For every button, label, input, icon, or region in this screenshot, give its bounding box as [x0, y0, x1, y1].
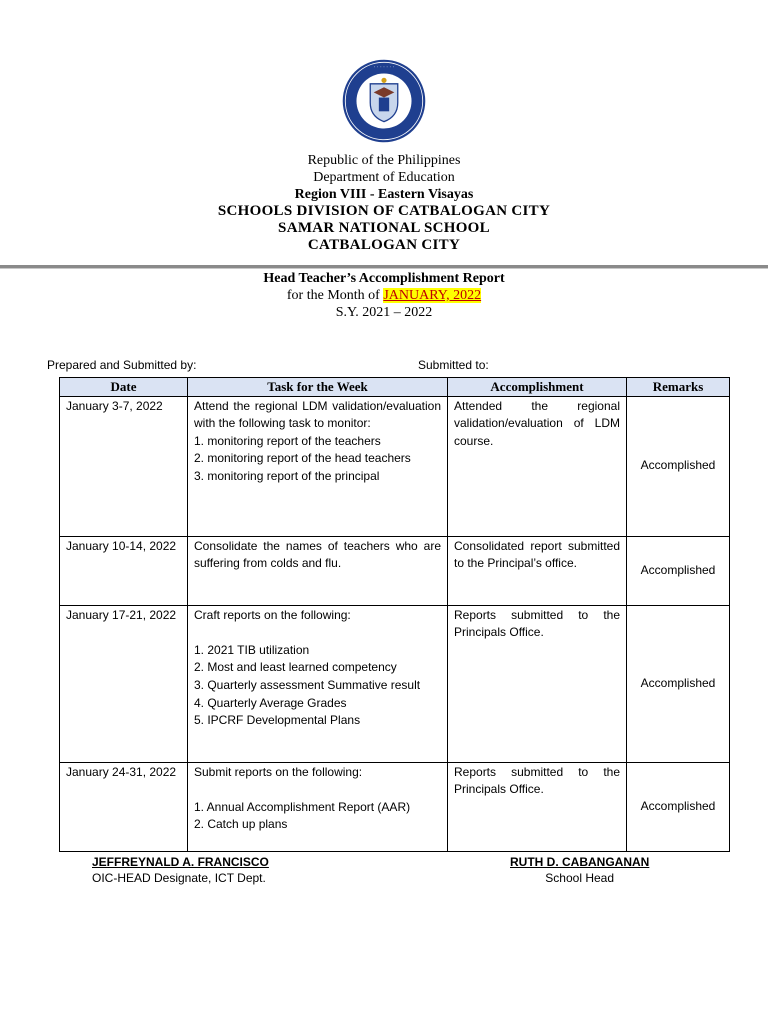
date-cell: January 3-7, 2022 — [60, 396, 188, 536]
table-row — [60, 762, 730, 851]
month-prefix: for the Month of — [286, 288, 384, 303]
accomplishment-cell: Reports submitted to the Principals Office. — [448, 605, 627, 762]
accomplishment-table — [59, 377, 730, 852]
signatory-left-role: OIC-HEAD Designate, ICT Dept. — [92, 871, 266, 885]
task-line: 2. Catch up plans — [194, 817, 288, 832]
task-cell — [188, 536, 448, 605]
task-line: 3. Quarterly assessment Summative result — [194, 677, 421, 692]
signatory-left-name: JEFFREYNALD A. FRANCISCO — [92, 855, 269, 869]
accomplishment-cell: Consolidated report submitted to the Principal’s office. — [448, 536, 627, 605]
column-header-date: Date — [60, 378, 188, 397]
column-header-remarks: Remarks — [627, 378, 730, 397]
republic-line: Republic of the Philippines — [307, 153, 461, 168]
task-line: Consolidate the names of teachers who are suffering from colds and flu. — [194, 538, 441, 571]
remarks-cell: Accomplished — [627, 536, 730, 605]
task-cell — [188, 605, 448, 762]
remarks-cell: Accomplished — [627, 762, 730, 851]
school-year: S.Y. 2021 – 2022 — [335, 305, 433, 320]
remarks-cell: Accomplished — [627, 605, 730, 762]
date-cell: January 10-14, 2022 — [60, 536, 188, 605]
letterhead — [0, 152, 768, 254]
task-line: 3. monitoring report of the principal — [194, 468, 380, 483]
table-header-row — [60, 378, 730, 397]
division-line: SCHOOLS DIVISION OF CATBALOGAN CITY — [217, 203, 551, 219]
table-row — [60, 396, 730, 536]
submitted-to-label: Submitted to: — [418, 358, 489, 372]
column-header-task: Task for the Week — [188, 378, 448, 397]
task-line: 1. monitoring report of the teachers — [194, 433, 381, 448]
task-line: 5. IPCRF Developmental Plans — [194, 713, 361, 728]
signatory-right-name: RUTH D. CABANGANAN — [510, 855, 650, 869]
report-title: Head Teacher’s Accomplishment Report — [263, 271, 505, 286]
blank-line — [194, 624, 441, 642]
task-line: 1. Annual Accomplishment Report (AAR) — [194, 799, 411, 814]
header-divider — [0, 265, 768, 269]
column-header-accomplishment: Accomplishment — [448, 378, 627, 397]
report-month-line — [0, 287, 768, 304]
deped-seal-icon — [341, 58, 427, 144]
school-line: SAMAR NATIONAL SCHOOL — [278, 220, 490, 236]
table-row — [60, 536, 730, 605]
signatory-left — [92, 855, 269, 885]
blank-line — [194, 781, 441, 799]
city-line: CATBALOGAN CITY — [307, 237, 461, 253]
task-line: 2. Most and least learned competency — [194, 660, 397, 675]
date-cell: January 17-21, 2022 — [60, 605, 188, 762]
task-line: 2. monitoring report of the head teachers — [194, 451, 411, 466]
remarks-cell: Accomplished — [627, 396, 730, 536]
report-title-block — [0, 270, 768, 321]
task-cell — [188, 396, 448, 536]
task-line: Submit reports on the following: — [194, 764, 363, 779]
svg-text:· · · · · · ·: · · · · · · · — [373, 64, 395, 71]
task-line: 1. 2021 TIB utilization — [194, 642, 310, 657]
task-line: 4. Quarterly Average Grades — [194, 695, 347, 710]
prepared-label: Prepared and Submitted by: — [47, 358, 197, 372]
table-row — [60, 605, 730, 762]
signatory-right-role: School Head — [545, 871, 615, 885]
region-line: Region VIII - Eastern Visayas — [294, 187, 474, 202]
accomplishment-cell: Reports submitted to the Principals Office. — [448, 762, 627, 851]
report-month: JANUARY, 2022 — [383, 288, 482, 303]
department-line: Department of Education — [313, 170, 455, 185]
task-line: Attend the regional LDM validation/evaluation with the following task to monitor: — [194, 398, 441, 431]
task-cell — [188, 762, 448, 851]
signatory-right — [510, 855, 649, 885]
date-cell: January 24-31, 2022 — [60, 762, 188, 851]
accomplishment-cell: Attended the regional validation/evaluation of LDM course. — [448, 396, 627, 536]
task-line: Craft reports on the following: — [194, 607, 351, 622]
